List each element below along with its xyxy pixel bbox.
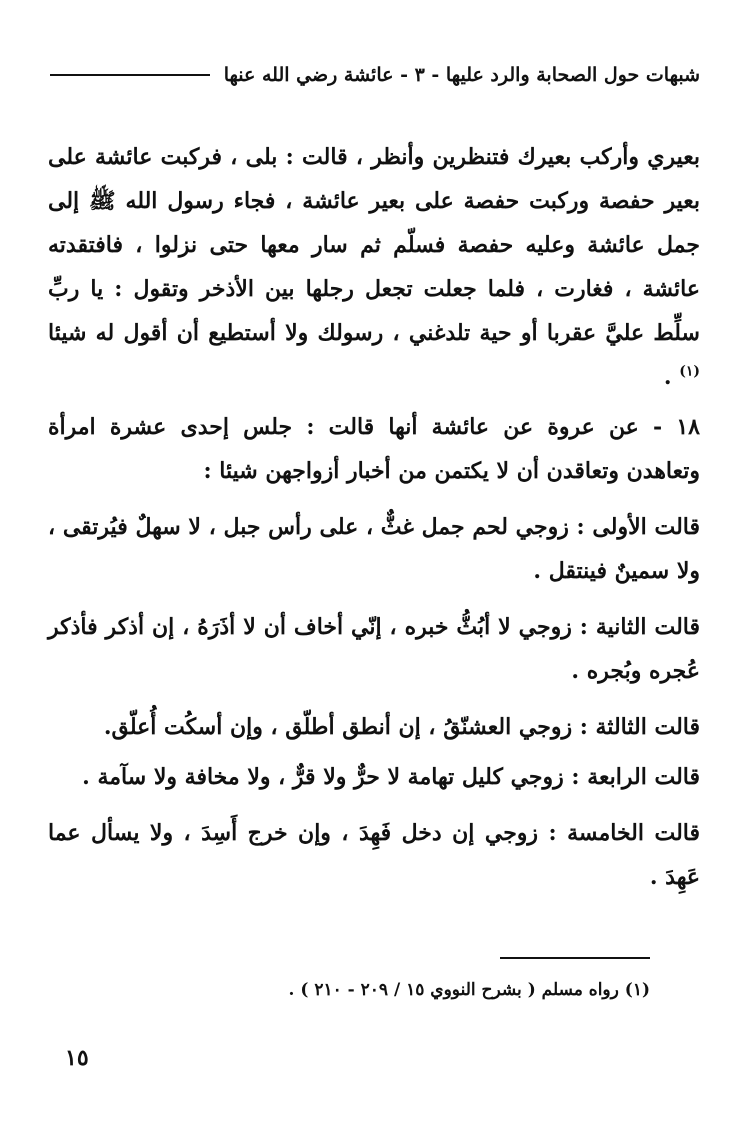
paragraph-tail: . [663,364,672,390]
paragraph-1 [48,135,700,399]
paragraph-7: قالت الخامسة : زوجي إن دخل فَهِدَ ، وإن خرج أَسِدَ ، ولا يسأل عما عَهِدَ . [48,820,700,890]
body-text [48,135,700,911]
paragraph-3: قالت الأولى : زوجي لحم جمل غثٌّ ، على رأس جبل ، لا سهلٌ فيُرتقى ، ولا سمينٌ فينتقل . [48,514,700,584]
footnote: (١) رواه مسلم ( بشرح النووي ١٥ / ٢٠٩ - ٢١٠ ) . [288,980,650,1000]
footnote-marker: (١) [679,363,700,380]
running-header [50,64,700,86]
paragraph-6: قالت الرابعة : زوجي كليل تهامة لا حرٌّ ولا قرٌّ ، ولا مخافة ولا سآمة . [82,764,700,790]
paragraph-2: ١٨ - عن عروة عن عائشة أنها قالت : جلس إحدى عشرة امرأة وتعاهدن وتعاقدن أن لا يكتمن من أخبار أزواجهن شيئا : [48,414,700,484]
page-number: ١٥ [65,1045,89,1071]
footnote-rule [500,957,650,959]
paragraph-5: قالت الثالثة : زوجي العشنّقُ ، إن أنطق أطلّق ، وإن أسكُت أُعلّق. [103,714,700,740]
running-title: شبهات حول الصحابة والرد عليها - ٣ - عائشة رضي الله عنها [223,64,700,86]
header-rule [50,74,210,76]
paragraph-4: قالت الثانية : زوجي لا أبُثُّ خبره ، إنّي أخاف أن لا أذَرَهُ ، إن أذكر فأذكر عُجره وبُجره . [48,614,700,684]
paragraph-text: بعيري وأركب بعيرك فتنظرين وأنظر ، قالت : بلى ، فركبت عائشة على بعير حفصة وركبت حفصة على بعير عائشة ، فجاء رسول الله ﷺ إلى جمل عائشة وعليه حفصة فسلّم ثم سار معها حتى نزلوا ، فافتقدته عائشة ، فغارت ، فلما جعلت تجعل رجلها بين الأذخر وتقول : يا ربِّ سلِّط عليَّ عقربا أو حية تلدغني ، رسولك ولا أستطيع أن أقول له شيئا [48,144,700,346]
